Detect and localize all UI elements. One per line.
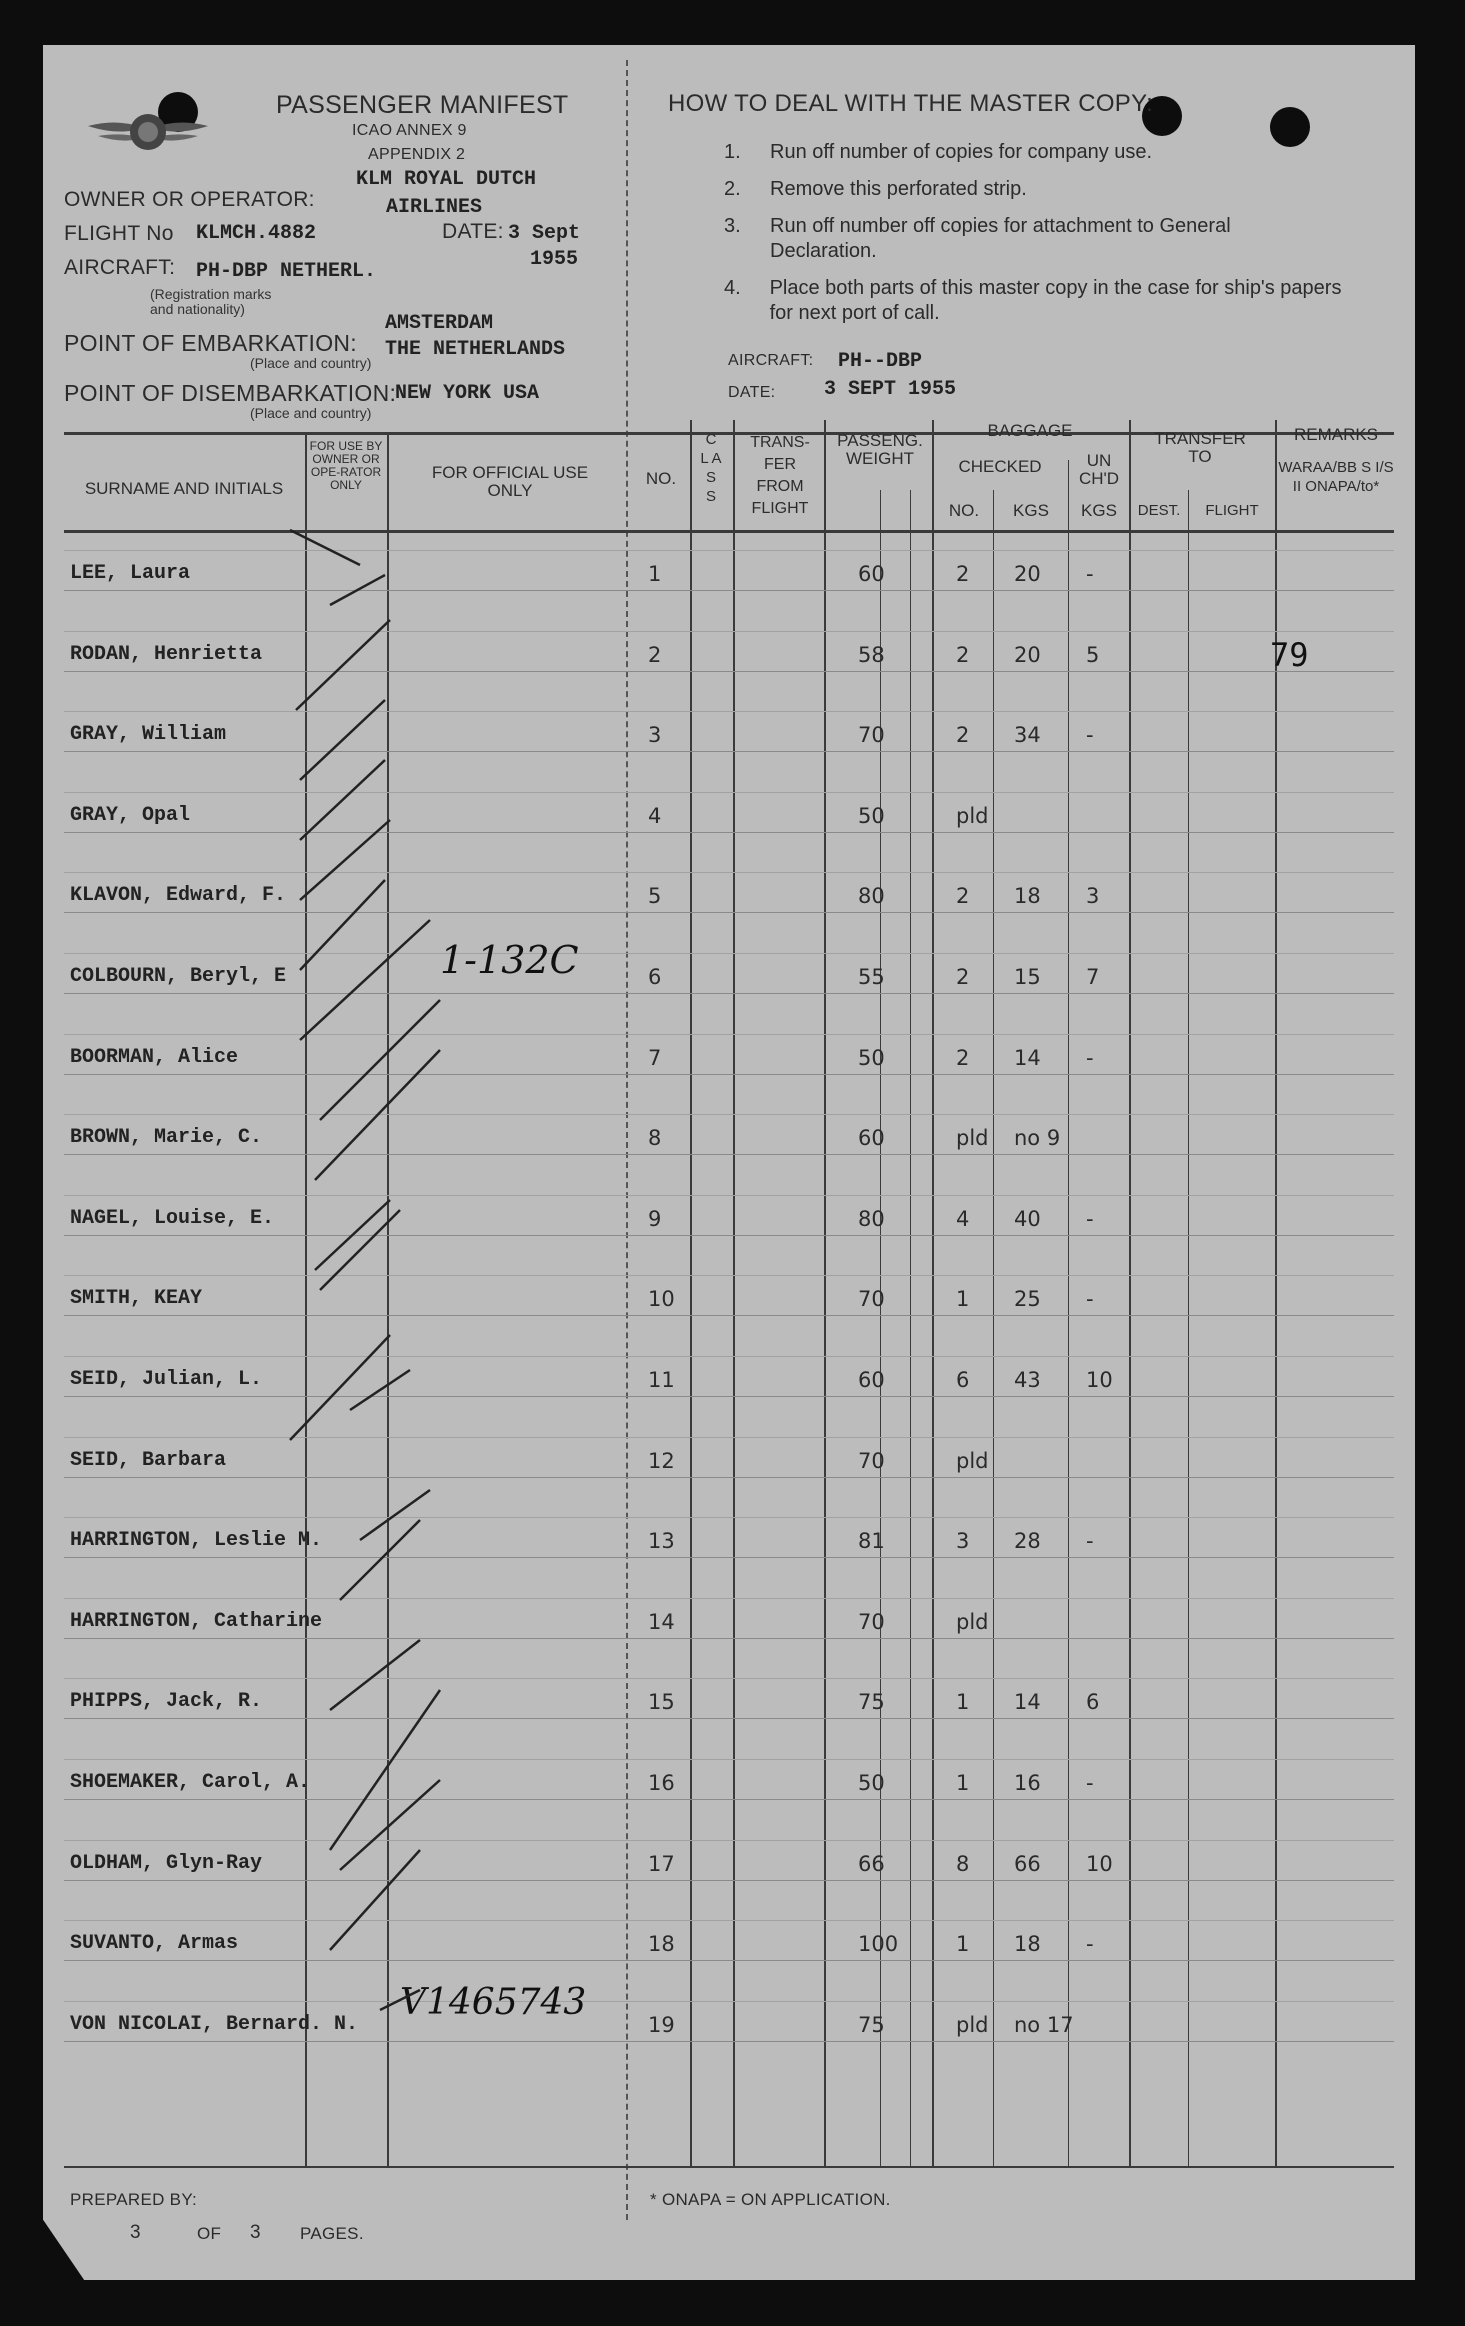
- unchecked-kgs: -: [1086, 1207, 1094, 1231]
- bag-count: pld: [956, 1610, 989, 1634]
- bag-count: pld: [956, 2013, 989, 2037]
- form-appendix: APPENDIX 2: [368, 146, 466, 163]
- bag-count: 6: [956, 1368, 970, 1392]
- passenger-weight: 100: [858, 1932, 899, 1956]
- page-total: 3: [250, 2222, 261, 2243]
- col-header-dest: DEST.: [1137, 502, 1181, 519]
- passenger-number: 17: [648, 1852, 675, 1876]
- bag-count: 8: [956, 1852, 970, 1876]
- date-label: DATE:: [442, 220, 504, 243]
- instructions-title: HOW TO DEAL WITH THE MASTER COPY:: [668, 90, 1154, 117]
- passenger-name: GRAY, William: [70, 723, 227, 746]
- passenger-number: 8: [648, 1126, 662, 1150]
- passenger-weight: 66: [858, 1852, 885, 1876]
- col-header-class: C L A S S: [700, 431, 722, 505]
- bag-kgs: no 17: [1014, 2013, 1074, 2037]
- bag-kgs: 66: [1014, 1852, 1041, 1876]
- aircraft-value: PH-DBP NETHERL.: [196, 260, 377, 283]
- passenger-number: 2: [648, 643, 662, 667]
- passenger-number: 7: [648, 1046, 662, 1070]
- embarkation-label: POINT OF EMBARKATION:: [64, 330, 357, 356]
- passenger-weight: 80: [858, 1207, 885, 1231]
- unchecked-kgs: -: [1086, 1529, 1094, 1553]
- col-header-remarks-sub: WARAA/BB S I/S II ONAPA/to*: [1278, 459, 1394, 495]
- bag-kgs: 28: [1014, 1529, 1041, 1553]
- registration-note-1: (Registration marks: [150, 286, 272, 302]
- bag-kgs: 20: [1014, 643, 1041, 667]
- unchecked-kgs: 6: [1086, 1690, 1100, 1714]
- passenger-name: NAGEL, Louise, E.: [70, 1207, 275, 1230]
- col-header-flight: FLIGHT: [1205, 502, 1259, 519]
- passenger-number: 14: [648, 1610, 675, 1634]
- unchecked-kgs: 5: [1086, 643, 1100, 667]
- passenger-name: COLBOURN, Beryl, E: [70, 965, 287, 988]
- bag-kgs: 25: [1014, 1287, 1041, 1311]
- bag-kgs: 18: [1014, 1932, 1041, 1956]
- bag-count: 2: [956, 1046, 970, 1070]
- bag-kgs: 14: [1014, 1690, 1041, 1714]
- passenger-number: 6: [648, 965, 662, 989]
- unchecked-kgs: -: [1086, 1046, 1094, 1070]
- owner-value-1: KLM ROYAL DUTCH: [356, 168, 537, 191]
- unchecked-kgs: -: [1086, 1287, 1094, 1311]
- right-date-value: 3 SEPT 1955: [824, 378, 957, 401]
- passenger-name: GRAY, Opal: [70, 804, 191, 827]
- passenger-name: HARRINGTON, Leslie M.: [70, 1529, 323, 1552]
- bag-count: pld: [956, 804, 989, 828]
- instruction-num: 4.: [724, 277, 741, 299]
- passenger-weight: 50: [858, 1046, 885, 1070]
- col-header-no: NO.: [645, 469, 677, 488]
- passenger-name: VON NICOLAI, Bernard. N.: [70, 2013, 359, 2036]
- prepared-by-label: PREPARED BY:: [70, 2190, 198, 2209]
- date-value-1: 3 Sept: [508, 222, 581, 245]
- col-header-transfer-to: TRANSFER TO: [1154, 429, 1246, 466]
- passenger-weight: 55: [858, 965, 885, 989]
- col-header-official: FOR OFFICIAL USE ONLY: [431, 463, 589, 500]
- passenger-number: 19: [648, 2013, 675, 2037]
- bag-count: 2: [956, 723, 970, 747]
- passenger-number: 12: [648, 1449, 675, 1473]
- passenger-number: 11: [648, 1368, 675, 1392]
- passenger-weight: 70: [858, 1449, 885, 1473]
- col-header-remarks: REMARKS: [1293, 425, 1379, 444]
- col-header-transfer-from: TRANS-FER FROM FLIGHT: [750, 434, 810, 517]
- instruction-text: Place both parts of this master copy in the case for ship's papers for next port of call.: [769, 277, 1342, 324]
- bag-kgs: 14: [1014, 1046, 1041, 1070]
- col-header-baggage: BAGGAGE: [987, 421, 1073, 440]
- bag-count: 4: [956, 1207, 970, 1231]
- passenger-name: KLAVON, Edward, F.: [70, 884, 287, 907]
- col-header-weight: PASSENG. WEIGHT: [837, 431, 923, 468]
- bag-kgs: 43: [1014, 1368, 1041, 1392]
- passenger-name: SHOEMAKER, Carol, A.: [70, 1771, 311, 1794]
- passenger-weight: 60: [858, 562, 885, 586]
- aircraft-label: AIRCRAFT:: [64, 256, 176, 279]
- bag-count: 1: [956, 1771, 970, 1795]
- right-aircraft-value: PH--DBP: [838, 350, 923, 373]
- instruction-num: 3.: [724, 215, 741, 237]
- passenger-weight: 70: [858, 723, 885, 747]
- bag-count: 2: [956, 965, 970, 989]
- unchecked-kgs: 10: [1086, 1368, 1113, 1392]
- embarkation-value-2: THE NETHERLANDS: [385, 338, 566, 361]
- flight-value: KLMCH.4882: [196, 222, 317, 245]
- bag-kgs: 34: [1014, 723, 1041, 747]
- passenger-weight: 80: [858, 884, 885, 908]
- passenger-name: SEID, Julian, L.: [70, 1368, 263, 1391]
- passenger-name: LEE, Laura: [70, 562, 191, 585]
- bag-kgs: 20: [1014, 562, 1041, 586]
- bag-count: pld: [956, 1126, 989, 1150]
- passenger-number: 9: [648, 1207, 662, 1231]
- bag-count: 2: [956, 884, 970, 908]
- owner-label: OWNER OR OPERATOR:: [64, 188, 315, 211]
- instruction-num: 2.: [724, 178, 741, 200]
- passenger-name: OLDHAM, Glyn-Ray: [70, 1852, 263, 1875]
- bag-count: pld: [956, 1449, 989, 1473]
- form-annex: ICAO ANNEX 9: [352, 122, 467, 139]
- passenger-weight: 81: [858, 1529, 885, 1553]
- pages-label: PAGES.: [300, 2224, 364, 2243]
- official-note-row-6: 1-132C: [440, 938, 579, 982]
- embarkation-place-note: (Place and country): [250, 355, 372, 371]
- col-header-unchd: UN CH'D: [1078, 451, 1120, 488]
- bag-kgs: no 9: [1014, 1126, 1061, 1150]
- form-title: PASSENGER MANIFEST: [276, 91, 569, 119]
- disembarkation-label: POINT OF DISEMBARKATION:: [64, 380, 397, 406]
- owner-value-2: AIRLINES: [386, 196, 483, 219]
- embarkation-value-1: AMSTERDAM: [385, 312, 494, 335]
- page-of-label: OF: [197, 2224, 222, 2243]
- bag-kgs: 40: [1014, 1207, 1041, 1231]
- bag-kgs: 16: [1014, 1771, 1041, 1795]
- disembarkation-value: NEW YORK USA: [395, 382, 540, 405]
- passenger-weight: 50: [858, 1771, 885, 1795]
- passenger-number: 4: [648, 804, 662, 828]
- passenger-number: 18: [648, 1932, 675, 1956]
- passenger-name: SUVANTO, Armas: [70, 1932, 239, 1955]
- col-header-checked: CHECKED: [958, 457, 1042, 476]
- instruction-text: Run off number of copies for company use.: [770, 141, 1153, 163]
- flight-label: FLIGHT No: [64, 222, 174, 245]
- bag-count: 1: [956, 1287, 970, 1311]
- unchecked-kgs: -: [1086, 562, 1094, 586]
- passenger-name: HARRINGTON, Catharine: [70, 1610, 323, 1633]
- bag-kgs: 15: [1014, 965, 1041, 989]
- bag-count: 1: [956, 1690, 970, 1714]
- passenger-name: SEID, Barbara: [70, 1449, 227, 1472]
- passenger-weight: 70: [858, 1287, 885, 1311]
- bag-count: 3: [956, 1529, 970, 1553]
- bag-count: 1: [956, 1932, 970, 1956]
- col-header-bag-no: NO.: [948, 501, 980, 520]
- passenger-number: 3: [648, 723, 662, 747]
- passenger-number: 10: [648, 1287, 675, 1311]
- passenger-number: 13: [648, 1529, 675, 1553]
- passenger-name: PHIPPS, Jack, R.: [70, 1690, 263, 1713]
- passenger-weight: 50: [858, 804, 885, 828]
- right-date-label: DATE:: [728, 384, 776, 401]
- onapa-footnote: * ONAPA = ON APPLICATION.: [650, 2190, 891, 2209]
- instruction-num: 1.: [724, 141, 741, 163]
- page-number: 3: [130, 2222, 141, 2243]
- right-aircraft-label: AIRCRAFT:: [728, 352, 814, 369]
- passenger-number: 5: [648, 884, 662, 908]
- instruction-text: Remove this perforated strip.: [770, 178, 1027, 200]
- passenger-weight: 75: [858, 2013, 885, 2037]
- remark-row-2: 79: [1270, 636, 1309, 674]
- passenger-number: 15: [648, 1690, 675, 1714]
- unchecked-kgs: 10: [1086, 1852, 1113, 1876]
- passenger-weight: 70: [858, 1610, 885, 1634]
- bag-kgs: 18: [1014, 884, 1041, 908]
- bag-count: 2: [956, 643, 970, 667]
- col-header-for-use: FOR USE BY OWNER OR OPE-RATOR ONLY: [309, 439, 383, 492]
- col-header-bag-kgs: KGS: [1013, 501, 1049, 520]
- passenger-weight: 60: [858, 1126, 885, 1150]
- unchecked-kgs: 7: [1086, 965, 1100, 989]
- passenger-name: BOORMAN, Alice: [70, 1046, 239, 1069]
- instruction-text: Run off number off copies for attachment to General Declaration.: [770, 215, 1231, 262]
- passenger-number: 16: [648, 1771, 675, 1795]
- col-header-surname: SURNAME AND INITIALS: [84, 479, 284, 498]
- passenger-weight: 75: [858, 1690, 885, 1714]
- col-header-unchd-kgs: KGS: [1081, 501, 1117, 520]
- passenger-number: 1: [648, 562, 662, 586]
- registration-note-2: and nationality): [150, 301, 245, 317]
- unchecked-kgs: -: [1086, 723, 1094, 747]
- official-note-row-19: V1465743: [400, 1982, 587, 2023]
- passenger-weight: 60: [858, 1368, 885, 1392]
- passenger-name: SMITH, KEAY: [70, 1287, 203, 1310]
- passenger-name: BROWN, Marie, C.: [70, 1126, 263, 1149]
- date-value-2: 1955: [530, 248, 579, 271]
- passenger-weight: 58: [858, 643, 885, 667]
- passenger-name: RODAN, Henrietta: [70, 643, 263, 666]
- disembarkation-place-note: (Place and country): [250, 405, 372, 421]
- bag-count: 2: [956, 562, 970, 586]
- unchecked-kgs: 3: [1086, 884, 1100, 908]
- unchecked-kgs: -: [1086, 1771, 1094, 1795]
- unchecked-kgs: -: [1086, 1932, 1094, 1956]
